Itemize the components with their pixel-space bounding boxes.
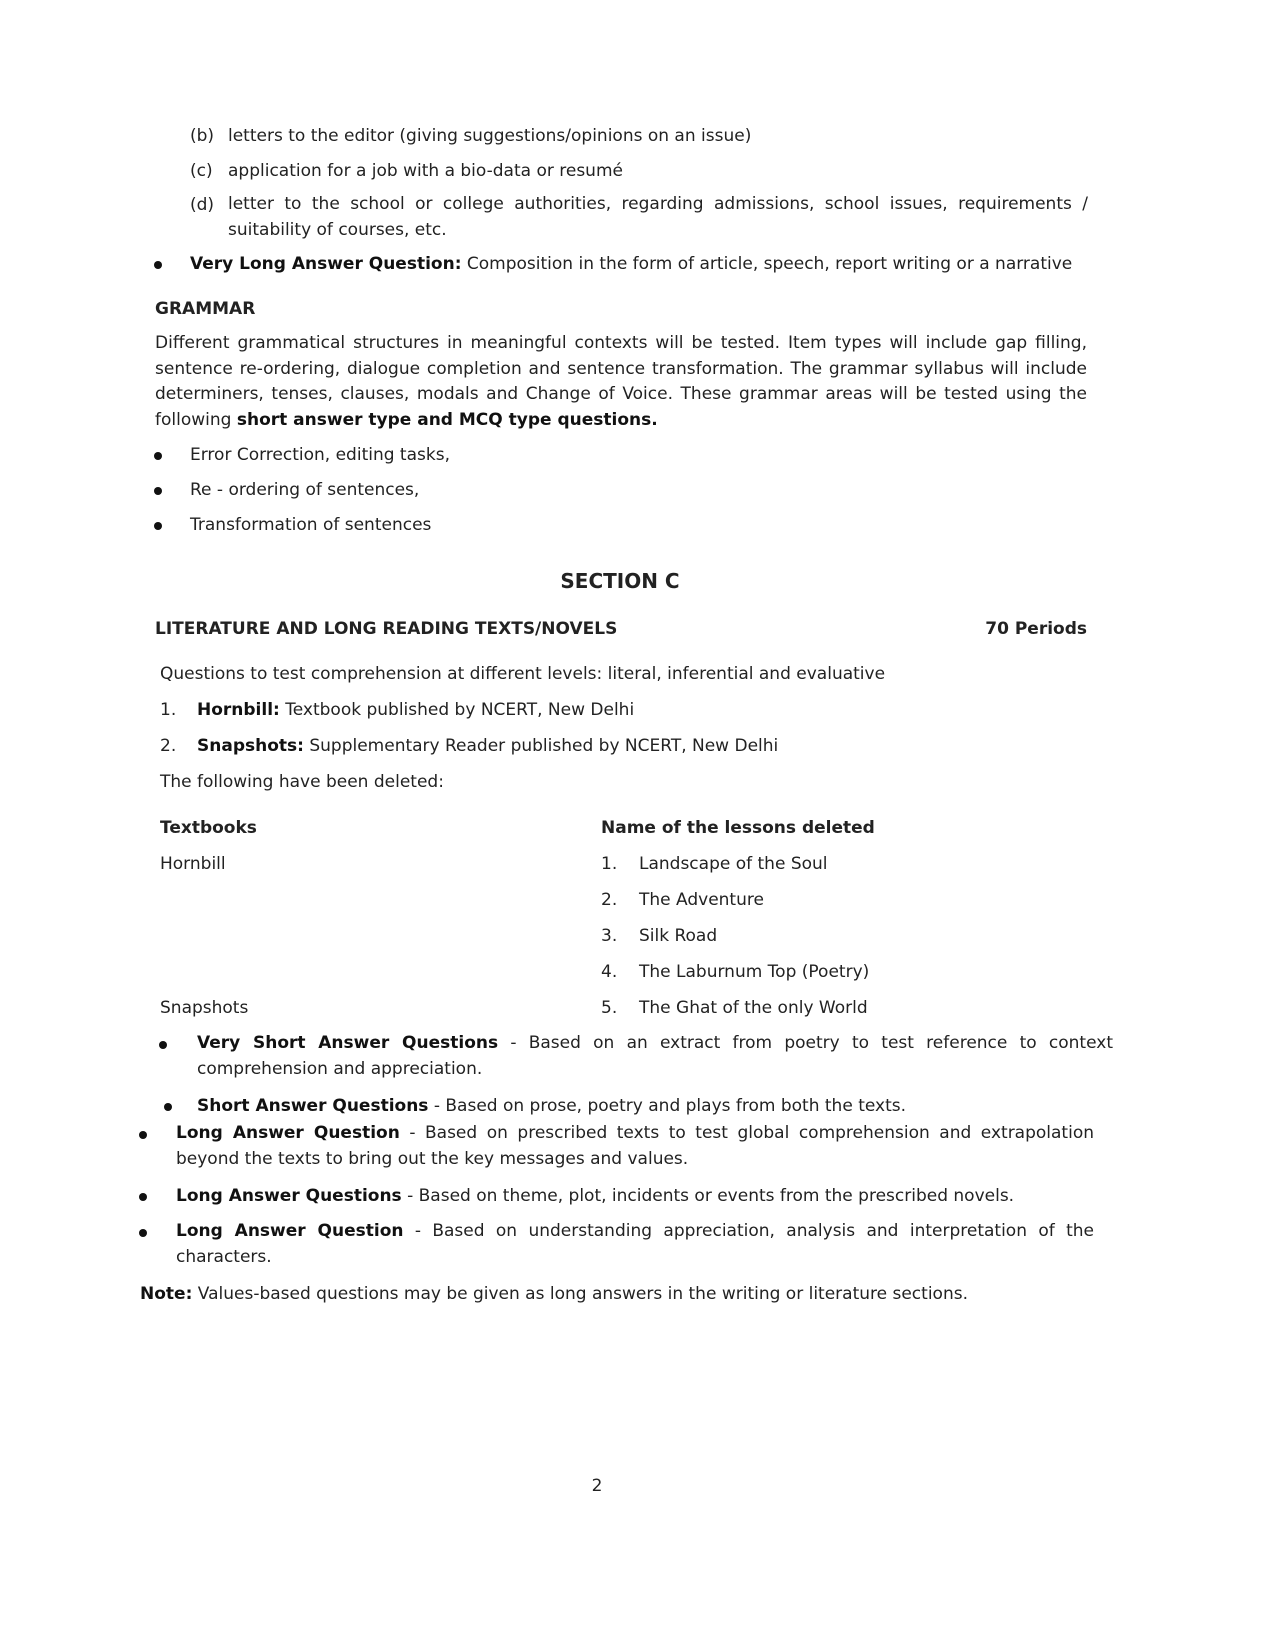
item-label: Very Long Answer Question: — [190, 254, 462, 274]
paragraph-bold: short answer type and MCQ type questions. — [236, 409, 658, 430]
lesson-name: The Laburnum Top (Poetry) — [639, 962, 870, 982]
item-text: - Based on understanding appreciation, analysis and interpretation of the characters. — [176, 1221, 1094, 1267]
lessons-header: Name of the lessons deleted — [601, 818, 875, 838]
lesson-name: The Ghat of the only World — [639, 998, 868, 1018]
bullet-icon — [159, 1041, 167, 1049]
bullet-icon — [154, 522, 162, 530]
periods: 70 Periods — [985, 619, 1087, 639]
item-label: Long Answer Question — [176, 1123, 400, 1143]
list-item: application for a job with a bio-data or resumé — [228, 161, 623, 181]
grammar-bullet: Error Correction, editing tasks, — [190, 445, 450, 465]
lesson-number: 4. — [601, 962, 618, 982]
book-desc: Supplementary Reader published by NCERT, New Delhi — [303, 736, 779, 756]
book-name: Hornbill: — [197, 700, 280, 720]
list-item: letter to the school or college authorities, regarding admissions, school issues, requirements / suitability of courses, etc. — [228, 194, 1088, 240]
item-label: Very Short Answer Questions — [197, 1033, 499, 1053]
question-type-item — [197, 1095, 906, 1117]
note — [140, 1283, 968, 1305]
lesson-name: The Adventure — [639, 890, 764, 910]
grammar-paragraph — [155, 331, 1087, 433]
textbook-name: Snapshots — [160, 998, 249, 1018]
bullet-icon — [154, 261, 162, 269]
lesson-number: 1. — [601, 854, 618, 874]
textbooks-header: Textbooks — [160, 818, 257, 838]
list-item: letters to the editor (giving suggestions/opinions on an issue) — [228, 126, 752, 146]
book-item — [197, 699, 634, 721]
question-type-item — [176, 1121, 1094, 1172]
list-label: (d) — [190, 195, 215, 215]
bullet-icon — [139, 1193, 147, 1201]
item-label: Long Answer Question — [176, 1221, 404, 1241]
very-long-answer-item — [190, 253, 1072, 275]
bullet-icon — [154, 452, 162, 460]
item-text: Composition in the form of article, speech, report writing or a narrative — [461, 254, 1073, 274]
bullet-icon — [139, 1131, 147, 1139]
bullet-icon — [164, 1103, 172, 1111]
item-text: - Based on prescribed texts to test global comprehension and extrapolation beyond the texts to bring out the key messages and values. — [176, 1123, 1094, 1169]
book-name: Snapshots: — [197, 736, 304, 756]
question-type-item — [197, 1031, 1113, 1082]
book-item — [197, 735, 778, 757]
item-label: Short Answer Questions — [197, 1096, 429, 1116]
book-desc: Textbook published by NCERT, New Delhi — [279, 700, 635, 720]
deleted-intro: The following have been deleted: — [160, 772, 444, 792]
lesson-number: 2. — [601, 890, 618, 910]
list-label: (c) — [190, 161, 213, 181]
book-number: 1. — [160, 700, 177, 720]
grammar-bullet: Transformation of sentences — [190, 515, 432, 535]
note-label: Note: — [140, 1284, 193, 1304]
bullet-icon — [154, 487, 162, 495]
lesson-name: Landscape of the Soul — [639, 854, 828, 874]
grammar-bullet: Re - ordering of sentences, — [190, 480, 420, 500]
section-title: SECTION C — [560, 569, 680, 593]
section-subheading: LITERATURE AND LONG READING TEXTS/NOVELS — [155, 619, 618, 639]
bullet-icon — [139, 1229, 147, 1237]
lesson-number: 5. — [601, 998, 618, 1018]
textbook-name: Hornbill — [160, 854, 226, 874]
lesson-number: 3. — [601, 926, 618, 946]
page-number: 2 — [591, 1476, 603, 1496]
question-type-item — [176, 1219, 1094, 1270]
item-text: - Based on an extract from poetry to test reference to context comprehension and appreciation. — [197, 1033, 1113, 1079]
book-number: 2. — [160, 736, 177, 756]
item-label: Long Answer Questions — [176, 1186, 402, 1206]
item-text: - Based on prose, poetry and plays from both the texts. — [428, 1096, 907, 1116]
note-text: Values-based questions may be given as long answers in the writing or literature sections. — [192, 1284, 968, 1304]
intro-text: Questions to test comprehension at different levels: literal, inferential and evaluative — [160, 664, 886, 684]
list-label: (b) — [190, 126, 215, 146]
lesson-name: Silk Road — [639, 926, 718, 946]
grammar-heading: GRAMMAR — [155, 299, 256, 319]
question-type-item — [176, 1185, 1014, 1207]
item-text: - Based on theme, plot, incidents or events from the prescribed novels. — [401, 1186, 1015, 1206]
paragraph-text: Different grammatical structures in meaningful contexts will be tested. Item types will include gap filling, sentence re-ordering, dialogue completion and sentence transformation. The grammar syllabus will include determiners, tenses, clauses, modals and Change of Voice. These grammar areas will be tested using the following — [155, 333, 1087, 430]
